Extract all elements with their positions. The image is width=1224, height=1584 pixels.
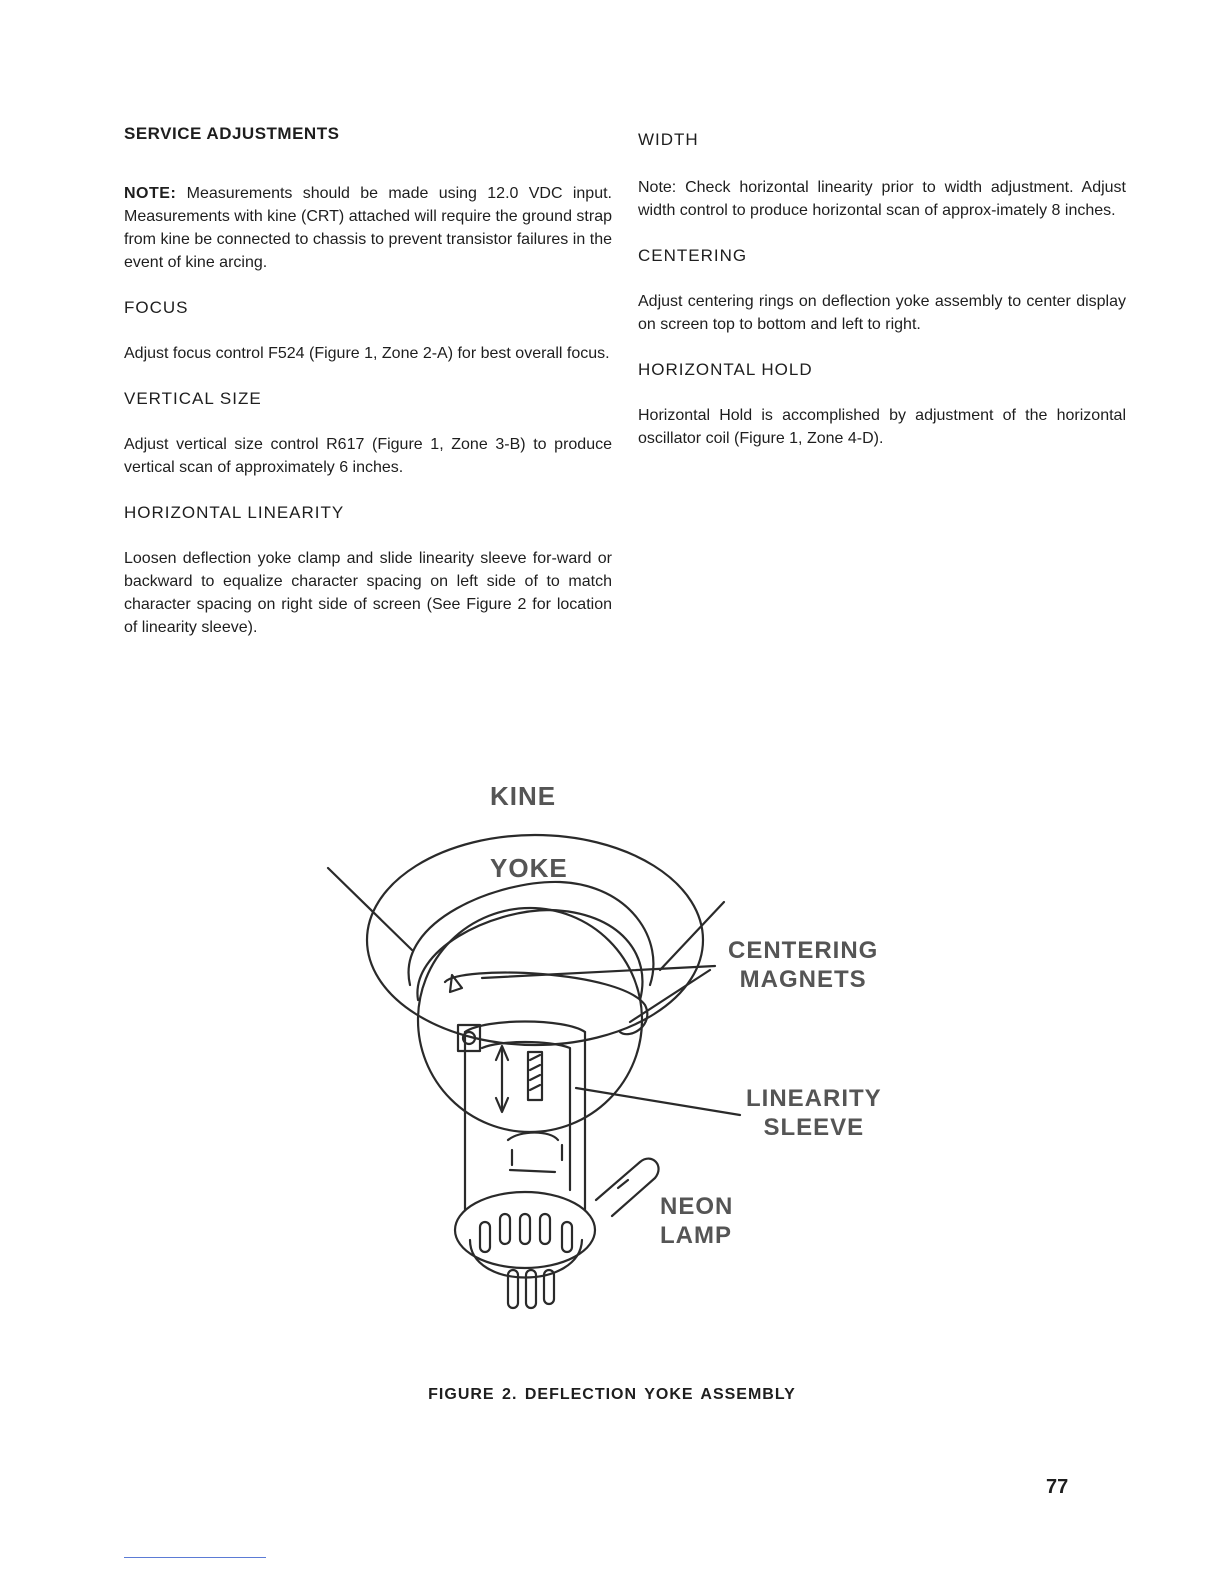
- centering-label-line-1: CENTERING: [728, 937, 879, 964]
- width-heading: WIDTH: [638, 130, 699, 149]
- horizontal-linearity-text: Loosen deflection yoke clamp and slide linearity sleeve for-ward or backward to equalize character spacing on left side of to match character spacing on right side of screen (See Figure 2 for location of linearity sleeve).: [124, 550, 612, 636]
- linearity-sleeve-label: [746, 1084, 882, 1142]
- neon-label-line-1: NEON: [660, 1193, 734, 1220]
- focus-text: Adjust focus control F524 (Figure 1, Zone 2-A) for best overall focus.: [124, 345, 610, 362]
- vertical-size-text: Adjust vertical size control R617 (Figure 1, Zone 3-B) to produce vertical scan of approximately 6 inches.: [124, 436, 612, 476]
- pin-1: [480, 1222, 490, 1252]
- footer-rule: [124, 1557, 266, 1558]
- note-label: NOTE:: [124, 185, 177, 202]
- linearity-pointer: [576, 1088, 740, 1115]
- centering-label-line-2: MAGNETS: [739, 966, 867, 993]
- linearity-label-line-2: SLEEVE: [763, 1114, 865, 1141]
- neon-lamp-label: [660, 1192, 733, 1250]
- page-number: 77: [1046, 1476, 1069, 1498]
- yoke-clamp: [508, 1133, 558, 1141]
- section-title: SERVICE ADJUSTMENTS: [124, 124, 340, 143]
- figure-caption: FIGURE 2. DEFLECTION YOKE ASSEMBLY: [428, 1386, 796, 1403]
- centering-heading: CENTERING: [638, 246, 748, 265]
- pin-3: [520, 1214, 530, 1244]
- pin-7: [526, 1270, 536, 1308]
- centering-text: Adjust centering rings on deflection yoke assembly to center display on screen top to bottom and left to right.: [638, 293, 1126, 333]
- pin-5: [562, 1222, 572, 1252]
- deflection-yoke-figure: [300, 770, 940, 1350]
- neon-lamp-bulb: [596, 1159, 659, 1216]
- pin-2: [500, 1214, 510, 1244]
- neck-top-edge: [465, 1022, 585, 1033]
- note-text: Measurements should be made using 12.0 VDC input. Measurements with kine (CRT) attached will require the ground strap from kine be connected to chassis to prevent transistor failures in the event of kine arcing.: [124, 185, 612, 271]
- centering-magnets-label: [728, 936, 878, 994]
- focus-heading: FOCUS: [124, 298, 189, 317]
- width-text: Note: Check horizontal linearity prior to width adjustment. Adjust width control to produce horizontal scan of approx-imately 8 inches.: [638, 179, 1126, 219]
- left-column: [124, 124, 612, 639]
- kine-pointer-right: [660, 902, 724, 970]
- pin-4: [540, 1214, 550, 1244]
- horizontal-linearity-heading: HORIZONTAL LINEARITY: [124, 503, 345, 522]
- neck-inner-shell: [482, 1042, 570, 1190]
- horizontal-hold-heading: HORIZONTAL HOLD: [638, 360, 813, 379]
- neon-label-line-2: LAMP: [660, 1222, 732, 1249]
- vertical-size-heading: VERTICAL SIZE: [124, 389, 262, 408]
- yoke-top-ring: [409, 882, 654, 985]
- note-paragraph: [124, 182, 612, 274]
- kine-label: KINE: [490, 781, 557, 811]
- kine-pointer-left: [328, 868, 412, 950]
- horizontal-hold-text: Horizontal Hold is accomplished by adjustment of the horizontal oscillator coil (Figure 1, Zone 4-D).: [638, 407, 1126, 447]
- linearity-label-line-1: LINEARITY: [746, 1085, 882, 1112]
- yoke-assembly-drawing: [300, 770, 940, 1350]
- right-column: [638, 130, 1126, 450]
- yoke-label: YOKE: [490, 853, 568, 883]
